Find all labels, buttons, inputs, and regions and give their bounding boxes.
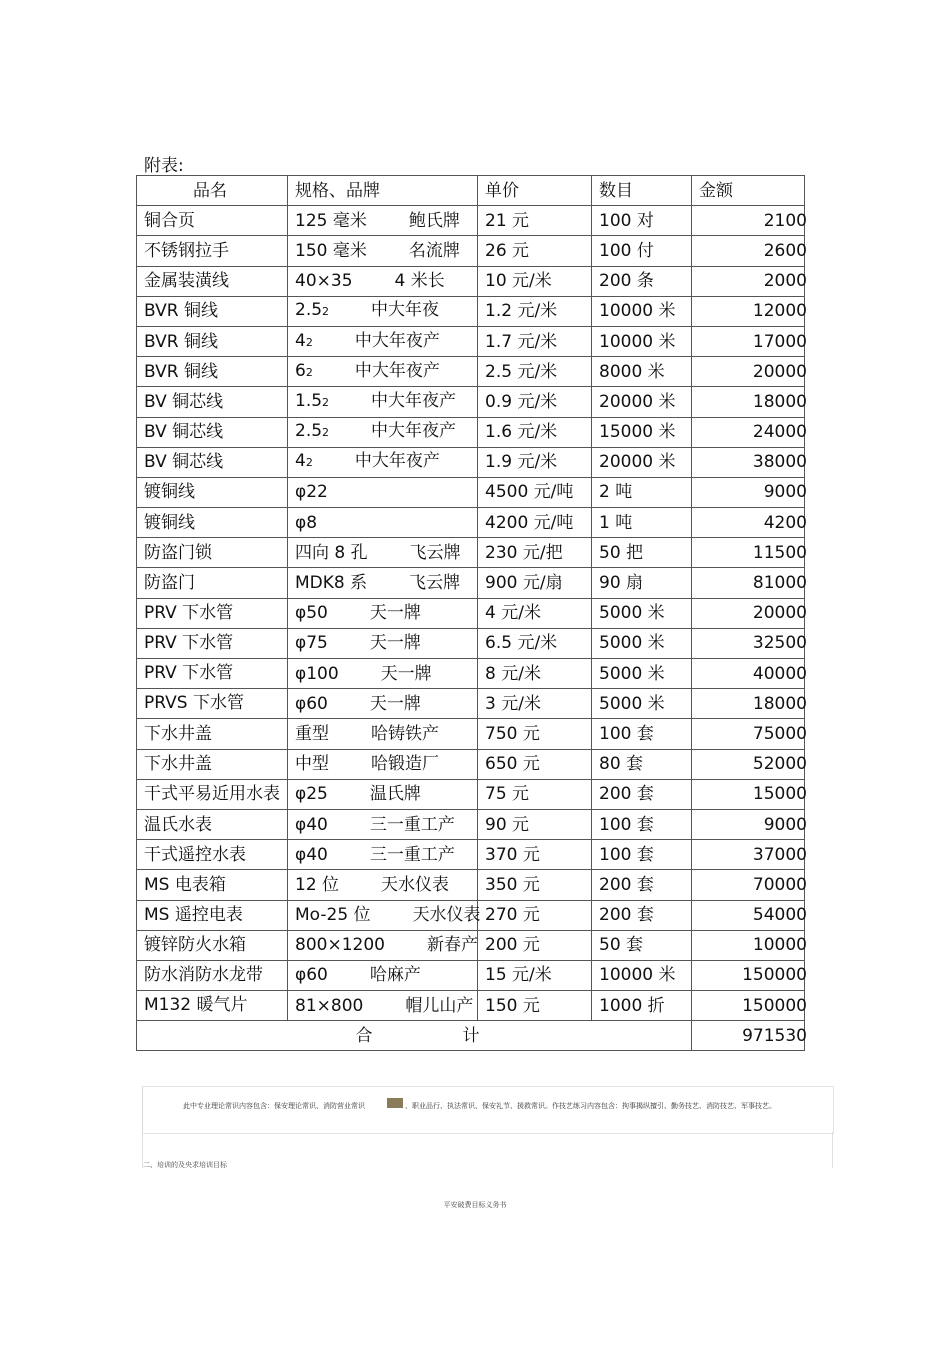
brand-text: 中大年夜产	[371, 390, 457, 411]
cell-qty: 8000 米	[592, 357, 692, 387]
table-row	[137, 357, 805, 387]
table-row	[137, 840, 805, 870]
brand-text: 温氏牌	[369, 784, 421, 805]
cell-amount	[692, 840, 805, 870]
header-qty: 数目	[592, 176, 692, 206]
table-row	[137, 749, 805, 779]
cell-price: 26 元	[478, 236, 592, 266]
spec-text: 1.5	[295, 390, 323, 411]
cell-amount	[692, 991, 805, 1021]
amount-text: 20000	[752, 603, 807, 624]
table-row	[137, 870, 805, 900]
brand-text: 4 米长	[394, 271, 445, 292]
table-row	[137, 809, 805, 839]
cell-name: 金属装潢线	[137, 266, 288, 296]
cell-qty: 10000 米	[592, 296, 692, 326]
brand-text: 哈铸铁产	[371, 723, 439, 744]
cell-spec	[288, 659, 478, 689]
cell-name: BVR 铜线	[137, 357, 288, 387]
table-row	[137, 779, 805, 809]
spec-text: 12 位	[295, 874, 340, 895]
brand-text: 天一牌	[369, 693, 421, 714]
cell-amount	[692, 266, 805, 296]
amount-text: 75000	[752, 723, 807, 744]
cell-qty: 100 套	[592, 719, 692, 749]
spec-text: 2.5	[295, 421, 323, 442]
cell-amount	[692, 296, 805, 326]
table-row	[137, 296, 805, 326]
table-row	[137, 447, 805, 477]
cell-qty: 5000 米	[592, 628, 692, 658]
amount-text: 81000	[752, 573, 807, 594]
amount-text: 18000	[752, 391, 807, 412]
amount-text: 9000	[763, 482, 807, 503]
header-name: 品名	[137, 176, 288, 206]
cell-qty: 100 套	[592, 809, 692, 839]
header-row	[137, 176, 805, 206]
cell-price: 200 元	[478, 930, 592, 960]
cell-price: 90 元	[478, 809, 592, 839]
spec-text: φ60	[295, 693, 328, 714]
spec-text: 4	[295, 330, 306, 351]
cell-qty: 50 套	[592, 930, 692, 960]
cell-name: 防盗门	[137, 568, 288, 598]
cell-qty: 200 条	[592, 266, 692, 296]
cell-price: 2.5 元/米	[478, 357, 592, 387]
cell-qty: 200 套	[592, 900, 692, 930]
cell-name: M132 暖气片	[137, 991, 288, 1021]
cell-amount	[692, 689, 805, 719]
spec-unit: 2	[305, 335, 313, 349]
cell-name: 镀铜线	[137, 477, 288, 507]
cell-name: 防水消防水龙带	[137, 960, 288, 990]
cell-spec	[288, 296, 478, 326]
cell-qty: 10000 米	[592, 960, 692, 990]
brand-text: 飞云牌	[409, 573, 461, 594]
brand-text: 天水仪表	[381, 874, 450, 895]
spec-unit: 2	[322, 426, 330, 440]
amount-text: 12000	[752, 301, 807, 322]
brand-text: 中大年夜产	[354, 360, 440, 381]
cell-price: 150 元	[478, 991, 592, 1021]
note-text-1: 此中专业理论常识内容包含：保安理论常识、消防营业常识	[183, 1102, 365, 1110]
cell-name: PRVS 下水管	[137, 689, 288, 719]
cell-spec	[288, 749, 478, 779]
header-spec: 规格、品牌	[288, 176, 478, 206]
spec-unit: 2	[322, 305, 330, 319]
cell-name: BV 铜芯线	[137, 447, 288, 477]
cell-name: 铜合页	[137, 206, 288, 236]
cell-spec	[288, 266, 478, 296]
amount-text: 17000	[752, 331, 807, 352]
spec-text: 中型	[295, 754, 329, 775]
spec-text: φ50	[295, 603, 328, 624]
table-row	[137, 538, 805, 568]
cell-qty: 100 付	[592, 236, 692, 266]
cell-name: MS 遥控电表	[137, 900, 288, 930]
cell-price: 4 元/米	[478, 598, 592, 628]
spec-text: φ40	[295, 814, 328, 835]
amount-text: 38000	[752, 452, 807, 473]
cell-price: 10 元/米	[478, 266, 592, 296]
amount-text: 2100	[763, 210, 807, 231]
amount-text: 54000	[752, 905, 807, 926]
amount-text: 24000	[752, 422, 807, 443]
spec-text: 重型	[295, 723, 329, 744]
amount-text: 52000	[752, 754, 807, 775]
brand-text: 名流牌	[408, 240, 460, 261]
cell-spec	[288, 809, 478, 839]
cell-price: 750 元	[478, 719, 592, 749]
cell-qty: 5000 米	[592, 659, 692, 689]
amount-text: 20000	[752, 361, 807, 382]
cell-qty: 2 吨	[592, 477, 692, 507]
brand-text: 帽儿山产	[405, 995, 474, 1016]
cell-name: 下水井盖	[137, 719, 288, 749]
thumbnail-image	[387, 1098, 403, 1108]
header-amount: 金额	[692, 176, 805, 206]
cell-qty: 1000 折	[592, 991, 692, 1021]
cell-amount	[692, 628, 805, 658]
cell-amount	[692, 900, 805, 930]
spec-text: φ60	[295, 965, 328, 986]
cell-price: 1.7 元/米	[478, 326, 592, 356]
cell-qty: 5000 米	[592, 689, 692, 719]
cell-qty: 50 把	[592, 538, 692, 568]
cell-spec	[288, 689, 478, 719]
cell-price: 1.2 元/米	[478, 296, 592, 326]
cell-price: 3 元/米	[478, 689, 592, 719]
spec-text: 4	[295, 451, 306, 472]
spec-text: φ22	[295, 482, 328, 503]
cell-qty: 200 套	[592, 779, 692, 809]
amount-text: 15000	[752, 784, 807, 805]
spec-text: Mo-25 位	[295, 905, 371, 926]
cell-name: BV 铜芯线	[137, 387, 288, 417]
cell-spec	[288, 447, 478, 477]
cell-name: 干式遥控水表	[137, 840, 288, 870]
cell-spec	[288, 870, 478, 900]
brand-text: 中大年夜产	[354, 330, 440, 351]
brand-text: 中大年夜	[371, 300, 440, 321]
cell-name: 镀铜线	[137, 508, 288, 538]
brand-text: 中大年夜产	[371, 421, 457, 442]
cell-amount	[692, 779, 805, 809]
spec-text: 800×1200	[295, 935, 385, 956]
cell-price: 21 元	[478, 206, 592, 236]
table-row	[137, 326, 805, 356]
cell-name: BVR 铜线	[137, 296, 288, 326]
brand-text: 中大年夜产	[354, 451, 440, 472]
table-row	[137, 508, 805, 538]
cell-qty: 90 扇	[592, 568, 692, 598]
table-row	[137, 236, 805, 266]
cell-name: MS 电表箱	[137, 870, 288, 900]
cell-spec	[288, 477, 478, 507]
spec-text: 150 毫米	[295, 240, 367, 261]
spec-unit: 2	[322, 395, 330, 409]
spec-text: 四向 8 孔	[295, 542, 368, 563]
brand-text: 鲍氏牌	[408, 210, 460, 231]
total-label-b: 计	[462, 1025, 480, 1046]
cell-name: 温氏水表	[137, 809, 288, 839]
spec-unit: 2	[305, 456, 313, 470]
cell-price: 370 元	[478, 840, 592, 870]
table-row	[137, 477, 805, 507]
cell-name: 镀锌防火水箱	[137, 930, 288, 960]
cell-price: 15 元/米	[478, 960, 592, 990]
cell-spec	[288, 326, 478, 356]
cell-name: 不锈钢拉手	[137, 236, 288, 266]
cell-amount	[692, 447, 805, 477]
cell-qty: 20000 米	[592, 387, 692, 417]
amount-text: 150000	[742, 995, 807, 1016]
cell-spec	[288, 900, 481, 930]
brand-text: 新春产	[426, 935, 478, 956]
amount-text: 18000	[752, 693, 807, 714]
cell-amount	[692, 387, 805, 417]
amount-text: 9000	[763, 814, 807, 835]
cell-amount	[692, 206, 805, 236]
brand-text: 天一牌	[380, 663, 432, 684]
spec-text: 2.5	[295, 300, 323, 321]
cell-name: 干式平易近用水表	[137, 779, 288, 809]
spec-text: φ25	[295, 784, 328, 805]
cell-spec	[288, 719, 478, 749]
cell-amount	[692, 719, 805, 749]
amount-text: 4200	[763, 512, 807, 533]
spec-text: φ100	[295, 663, 339, 684]
cell-spec	[288, 960, 478, 990]
total-amount	[692, 1021, 805, 1051]
spec-text: 125 毫米	[295, 210, 367, 231]
cell-amount	[692, 659, 805, 689]
brand-text: 天一牌	[369, 633, 421, 654]
cell-amount	[692, 870, 805, 900]
amount-text: 37000	[752, 844, 807, 865]
section-heading: 二、培训的及央求培训目标	[143, 1161, 227, 1169]
cell-spec	[288, 357, 478, 387]
cell-amount	[692, 809, 805, 839]
table-row	[137, 628, 805, 658]
table-row	[137, 387, 805, 417]
cell-amount	[692, 960, 805, 990]
table-row	[137, 900, 805, 930]
spec-text: φ8	[295, 512, 318, 533]
cell-price: 230 元/把	[478, 538, 592, 568]
cell-name: BV 铜芯线	[137, 417, 288, 447]
cell-name: BVR 铜线	[137, 326, 288, 356]
cell-price: 900 元/扇	[478, 568, 592, 598]
cell-name: 防盗门锁	[137, 538, 288, 568]
cell-spec	[288, 387, 478, 417]
cell-amount	[692, 236, 805, 266]
table-row	[137, 930, 805, 960]
cell-price: 8 元/米	[478, 659, 592, 689]
cell-spec	[288, 417, 478, 447]
amount-text: 11500	[752, 542, 807, 563]
note-text-2: 、职业品行、执法常识、保安礼节、援救常识。作技艺练习内容包含：拘事揭纵擅引、勤务技艺、消防技艺、军事技艺。	[405, 1102, 776, 1110]
cell-amount	[692, 477, 805, 507]
cell-spec	[288, 568, 478, 598]
amount-text: 2600	[763, 240, 807, 261]
cell-amount	[692, 598, 805, 628]
brand-text: 三一重工产	[369, 814, 455, 835]
cell-amount	[692, 326, 805, 356]
materials-table	[136, 175, 805, 1051]
cell-spec	[288, 991, 478, 1021]
spec-text: MDK8 系	[295, 573, 368, 594]
cell-name: 下水井盖	[137, 749, 288, 779]
brand-text: 哈锻造厂	[371, 754, 439, 775]
brand-text: 天一牌	[369, 603, 421, 624]
table-row	[137, 659, 805, 689]
spec-text: φ40	[295, 844, 328, 865]
cell-price: 350 元	[478, 870, 592, 900]
amount-text: 40000	[752, 663, 807, 684]
cell-price: 650 元	[478, 749, 592, 779]
amount-text: 150000	[742, 965, 807, 986]
cell-name: PRV 下水管	[137, 598, 288, 628]
cell-spec	[288, 508, 478, 538]
total-row	[137, 1021, 805, 1051]
cell-spec	[288, 236, 478, 266]
spec-text: φ75	[295, 633, 328, 654]
table-row	[137, 417, 805, 447]
cell-spec	[288, 840, 478, 870]
amount-text: 70000	[752, 874, 807, 895]
brand-text: 哈麻产	[369, 965, 421, 986]
cell-price: 1.6 元/米	[478, 417, 592, 447]
table-row	[137, 568, 805, 598]
cell-amount	[692, 749, 805, 779]
cell-qty: 1 吨	[592, 508, 692, 538]
table-row	[137, 598, 805, 628]
table-row	[137, 991, 805, 1021]
total-amount-text: 971530	[742, 1025, 807, 1046]
spec-unit: 2	[305, 365, 313, 379]
cell-qty: 10000 米	[592, 326, 692, 356]
cell-amount	[692, 538, 805, 568]
cell-qty: 15000 米	[592, 417, 692, 447]
cell-spec	[288, 538, 478, 568]
cell-amount	[692, 417, 805, 447]
cell-qty: 100 套	[592, 840, 692, 870]
cell-spec	[288, 206, 478, 236]
note-box	[142, 1086, 834, 1134]
cell-price: 6.5 元/米	[478, 628, 592, 658]
cell-amount	[692, 930, 805, 960]
total-label-a: 合	[355, 1025, 373, 1046]
cell-qty: 100 对	[592, 206, 692, 236]
cell-price: 1.9 元/米	[478, 447, 592, 477]
table-row	[137, 719, 805, 749]
spec-text: 40×35	[295, 271, 353, 292]
cell-qty: 80 套	[592, 749, 692, 779]
brand-text: 天水仪表	[412, 905, 481, 926]
cell-price: 4500 元/吨	[478, 477, 592, 507]
spec-text: 6	[295, 360, 306, 381]
total-label	[137, 1021, 692, 1051]
amount-text: 10000	[752, 935, 807, 956]
cell-price: 270 元	[478, 900, 592, 930]
cell-price: 75 元	[478, 779, 592, 809]
spec-text: 81×800	[295, 995, 364, 1016]
brand-text: 飞云牌	[409, 542, 461, 563]
amount-text: 32500	[752, 633, 807, 654]
cell-qty: 5000 米	[592, 598, 692, 628]
amount-text: 2000	[763, 271, 807, 292]
divider	[832, 1132, 833, 1168]
cell-name: PRV 下水管	[137, 659, 288, 689]
table-row	[137, 266, 805, 296]
cell-name: PRV 下水管	[137, 628, 288, 658]
cell-amount	[692, 508, 805, 538]
cell-spec	[288, 779, 478, 809]
page-footer: 平安破费目标义务书	[443, 1201, 507, 1209]
header-price: 单价	[478, 176, 592, 206]
cell-spec	[288, 628, 478, 658]
cell-amount	[692, 357, 805, 387]
table-row	[137, 206, 805, 236]
cell-qty: 20000 米	[592, 447, 692, 477]
cell-qty: 200 套	[592, 870, 692, 900]
cell-spec	[288, 930, 478, 960]
table-row	[137, 960, 805, 990]
cell-amount	[692, 568, 805, 598]
cell-spec	[288, 598, 478, 628]
cell-price: 4200 元/吨	[478, 508, 592, 538]
table-caption: 附表:	[144, 156, 184, 176]
table-row	[137, 689, 805, 719]
cell-price: 0.9 元/米	[478, 387, 592, 417]
brand-text: 三一重工产	[369, 844, 455, 865]
